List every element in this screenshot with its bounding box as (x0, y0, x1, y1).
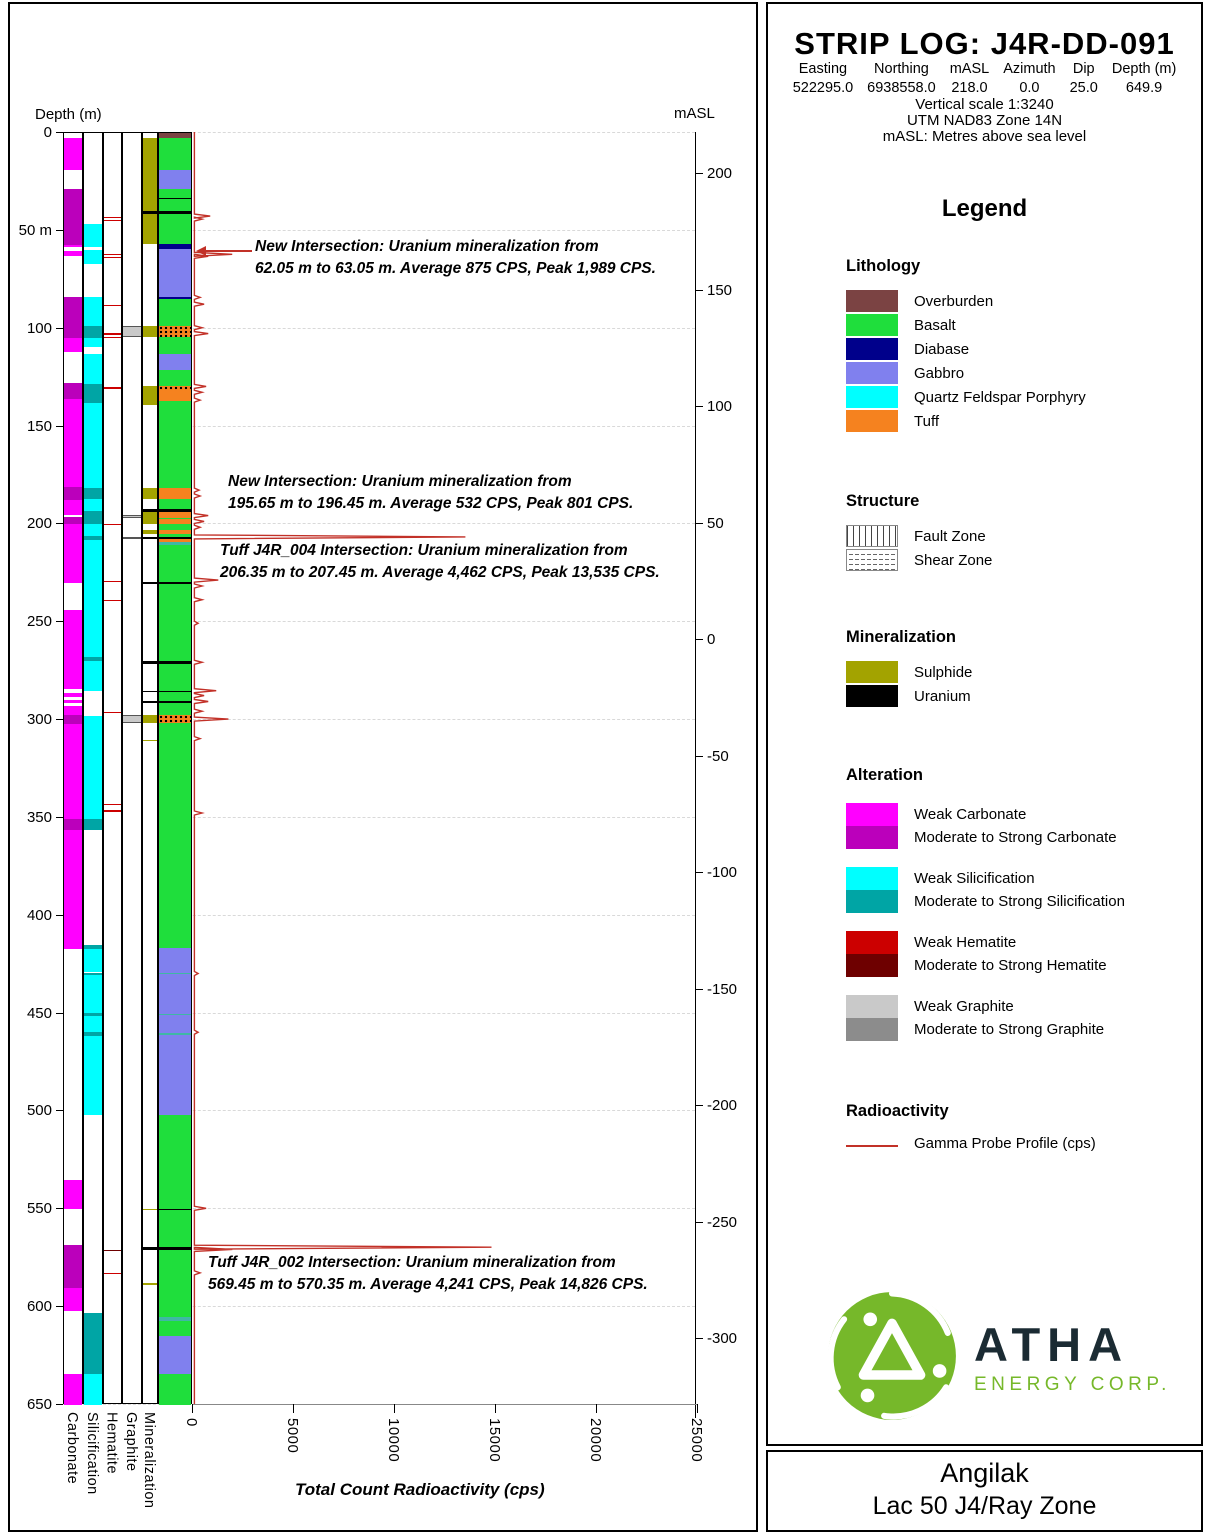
masl-note: mASL: Metres above sea level (882, 128, 1087, 145)
lithology-legend-label: Diabase (914, 340, 970, 358)
lithology-legend-item (846, 362, 1186, 384)
depth-tick-label: 650 (26, 1395, 52, 1413)
silicification-interval-strong (84, 1313, 102, 1374)
track-label-mineralization: Mineralization (141, 1411, 157, 1509)
lithology-interval-tuff (159, 390, 191, 401)
structure-legend-item (846, 549, 1186, 571)
lithology-interval-tuff (159, 488, 191, 499)
mineralization-interval-sulphide (143, 386, 157, 405)
lithology-interval-basalt (159, 664, 191, 691)
gabbro-swatch (846, 362, 898, 384)
carbonate-interval-weak (64, 399, 82, 487)
lithology-heading: Lithology (846, 257, 921, 275)
lithology-legend-label: Quartz Feldspar Porphyry (914, 388, 1086, 406)
depth-tick (56, 523, 63, 524)
depth-tick-label: 500 (26, 1102, 52, 1120)
silicification-interval-weak (84, 338, 102, 347)
depth-tick (56, 328, 63, 329)
gamma-tick (697, 1404, 698, 1413)
lithology-interval-gabbro (159, 170, 191, 189)
lithology-interval-basalt (159, 703, 191, 715)
structure-legend-item (846, 525, 1186, 547)
silicification-interval-strong (84, 511, 102, 525)
lithology-interval-basalt (159, 199, 191, 211)
carbonate-interval-strong (64, 487, 82, 500)
carbonate-interval-weak (64, 610, 82, 688)
gamma-tick (192, 1404, 193, 1413)
masl-tick-label: 50 (707, 514, 724, 532)
track-mineralization (142, 132, 158, 1404)
legend-panel-content (766, 2, 1203, 1446)
depth-tick-label: 50 m (18, 221, 52, 239)
masl-tick-label: 150 (707, 281, 733, 299)
gamma-tick (596, 1404, 597, 1413)
masl-tick-label: -250 (707, 1213, 738, 1231)
lithology-legend-label: Tuff (914, 412, 940, 430)
gamma-tick (394, 1404, 395, 1413)
gamma-tick (495, 1404, 496, 1413)
lithology-legend-item (846, 338, 1186, 360)
mineralization-interval-sulphide (143, 530, 157, 534)
mineralization-interval-sulphide (143, 1283, 157, 1285)
lithology-legend-label: Gabbro (914, 364, 965, 382)
shear-zone-swatch (846, 549, 898, 571)
silicification-interval-weak (84, 524, 102, 536)
silicification-interval-weak (84, 354, 102, 384)
tuff-swatch (846, 410, 898, 432)
depth-tick-label: 600 (26, 1298, 52, 1316)
alteration-swatch (846, 995, 898, 1041)
annotation-arrow-line (205, 250, 252, 252)
hematite-interval-weak (104, 1273, 121, 1274)
depth-tick-label: 450 (26, 1004, 52, 1022)
track-lithology (158, 132, 192, 1404)
carbonate-interval-weak (64, 524, 82, 583)
carbonate-interval-weak (64, 830, 82, 949)
mineralization-legend-label: Uranium (914, 687, 971, 705)
alteration-labels: Weak Graphite Moderate to Strong Graphite (914, 998, 1105, 1038)
mineralization-section (846, 628, 1186, 709)
alteration-heading: Alteration (846, 766, 924, 784)
lithology-interval-gabbro (159, 1015, 191, 1033)
utm-note: UTM NAD83 Zone 14N (906, 112, 1063, 129)
depth-tick-label: 350 (26, 808, 52, 826)
annotation-arrow-head (196, 246, 206, 256)
lithology-interval-basalt (159, 299, 191, 326)
atha-logo-brand: ATHA (974, 1318, 1130, 1371)
hematite-interval-weak (104, 600, 121, 601)
graphite-interval-weak (123, 326, 141, 338)
atha-logo-subtitle: ENERGY CORP. (974, 1374, 1171, 1395)
radioactivity-heading: Radioactivity (846, 1102, 949, 1120)
depth-tick (56, 1208, 63, 1209)
silicification-interval-weak (84, 975, 102, 1012)
silicification-interval-weak (84, 1036, 102, 1115)
carbonate-interval-weak (64, 724, 82, 819)
mineralization-legend-item (846, 661, 1186, 683)
silicification-interval-strong (84, 326, 102, 339)
lithology-legend-item (846, 410, 1186, 432)
mineralization-legend-label: Sulphide (914, 663, 973, 681)
meta-col-easting: Easting 522295.0 (792, 61, 854, 97)
masl-axis-title: mASL (674, 105, 715, 122)
mineralization-interval-sulphide (143, 214, 157, 243)
track-label-carbonate: Carbonate (64, 1411, 80, 1485)
depth-tick-label: 150 (26, 417, 52, 435)
depth-tick-label: 0 (43, 124, 52, 141)
structure-legend-label: Fault Zone (914, 527, 986, 545)
meta-col-northing: Northing 6938558.0 (867, 61, 936, 97)
silicification-interval-weak (84, 1016, 102, 1033)
track-hematite (103, 132, 122, 1404)
gamma-tick-label: 20000 (587, 1417, 604, 1463)
carbonate-interval-strong (64, 517, 82, 525)
track-graphite (122, 132, 142, 1404)
silicification-interval-weak (84, 403, 102, 488)
masl-tick-label: 0 (707, 631, 716, 648)
project-name: Angilak (940, 1458, 1029, 1488)
alteration-swatch (846, 867, 898, 913)
gamma-axis-line (192, 1404, 698, 1405)
intersection-annotation-3: Tuff J4R_004 Intersection: Uranium mineralization from 206.35 m to 207.45 m. Average 4,462 CPS, Peak 13,535 CPS. (220, 542, 660, 582)
hematite-interval-weak (104, 337, 121, 338)
mineralization-legend-item (846, 685, 1186, 707)
lithology-interval-tuff_u (159, 715, 191, 723)
silicification-interval-weak (84, 499, 102, 511)
mineralization-interval-sulphide (143, 715, 157, 723)
structure-section (846, 492, 1186, 573)
graphite-interval-weak (123, 537, 141, 539)
lithology-interval-basalt (159, 1374, 191, 1405)
alteration-group (846, 867, 1186, 913)
uranium-swatch (846, 685, 898, 707)
carbonate-interval-weak (64, 693, 82, 697)
depth-tick (56, 230, 63, 231)
gamma-tick-label: 25000 (688, 1417, 705, 1463)
carbonate-interval-strong (64, 383, 82, 399)
depth-tick (56, 1110, 63, 1111)
masl-tick-label: 100 (707, 398, 733, 415)
track-label-hematite: Hematite (103, 1411, 120, 1475)
alteration-swatch (846, 931, 898, 977)
hematite-interval-weak (104, 305, 121, 306)
radioactivity-section (846, 1102, 1186, 1154)
masl-tick-label: -150 (707, 980, 738, 998)
lithology-interval-basalt (159, 189, 191, 198)
structure-heading: Structure (846, 492, 920, 510)
lithology-interval-basalt (159, 1250, 191, 1317)
intersection-annotation-1: New Intersection: Uranium mineralization from 62.05 m to 63.05 m. Average 875 CPS, Peak 1,989 CPS. (255, 238, 656, 278)
depth-tick (56, 1306, 63, 1307)
gamma-tick-label: 0 (183, 1417, 200, 1427)
lithology-interval-gabbro (159, 1035, 191, 1115)
depth-tick-label: 100 (26, 319, 52, 337)
hematite-interval-weak (104, 387, 121, 388)
mineralization-interval-sulphide (143, 488, 157, 499)
gamma-tick (293, 1404, 294, 1413)
alteration-group (846, 931, 1186, 977)
depth-tick-label: 250 (26, 613, 52, 631)
quartz-feldspar-porphyry-swatch (846, 386, 898, 408)
alteration-labels: Weak Carbonate Moderate to Strong Carbonate (914, 806, 1117, 846)
hematite-interval-strong (104, 1250, 121, 1252)
graphite-interval-weak (123, 515, 141, 518)
lithology-interval-basalt (159, 545, 191, 582)
masl-tick-label: -200 (707, 1097, 738, 1114)
depth-axis-title: Depth (m) (35, 106, 102, 123)
carbonate-interval-weak (64, 500, 82, 515)
silicification-interval-strong (84, 384, 102, 403)
basalt-swatch (846, 314, 898, 336)
hematite-interval-weak (104, 581, 121, 582)
lithology-interval-basalt (159, 1321, 191, 1337)
depth-tick-label: 200 (26, 515, 52, 533)
mineralization-interval-uranium (143, 582, 157, 584)
carbonate-interval-weak (64, 700, 82, 704)
lithology-interval-gabbro (159, 1336, 191, 1373)
mineralization-interval-sulphide (143, 138, 157, 211)
mineralization-interval-uranium (143, 661, 157, 663)
lithology-interval-gabbro (159, 948, 191, 972)
lithology-section (846, 257, 1186, 434)
meta-col-depth-m-: Depth (m) 649.9 (1111, 61, 1177, 97)
gamma-tick-label: 10000 (385, 1417, 402, 1463)
gamma-line-swatch (846, 1145, 898, 1147)
gamma-line-label: Gamma Probe Profile (cps) (914, 1135, 1096, 1152)
depth-tick (56, 915, 63, 916)
hematite-interval-weak (104, 524, 121, 525)
depth-tick-label: 300 (26, 711, 52, 729)
lithology-legend-label: Overburden (914, 292, 994, 310)
lithology-interval-basalt (159, 499, 191, 509)
silicification-interval-weak (84, 250, 102, 264)
silicification-interval-weak (84, 949, 102, 972)
page-title: STRIP LOG: J4R-DD-091 (794, 26, 1175, 61)
depth-tick (56, 719, 63, 720)
carbonate-interval-strong (64, 715, 82, 724)
hematite-interval-weak (104, 217, 121, 218)
masl-tick-label: 200 (707, 165, 733, 182)
carbonate-interval-weak (64, 138, 82, 170)
lithology-interval-basalt (159, 370, 191, 387)
carbonate-interval-weak (64, 245, 82, 248)
mineralization-interval-sulphide (143, 512, 157, 525)
gamma-tick-label: 5000 (284, 1417, 301, 1454)
hematite-interval-weak (104, 257, 121, 258)
structure-legend-label: Shear Zone (914, 551, 993, 569)
lithology-interval-basalt (159, 1210, 191, 1247)
depth-tick-label: 400 (26, 906, 52, 924)
carbonate-interval-strong (64, 189, 82, 245)
mineralization-heading: Mineralization (846, 628, 957, 646)
track-silicification (83, 132, 103, 1404)
zone-name: Lac 50 J4/Ray Zone (872, 1492, 1097, 1520)
carbonate-interval-strong (64, 819, 82, 830)
mineralization-interval-sulphide (143, 1209, 157, 1211)
carbonate-interval-strong (64, 1245, 82, 1288)
track-label-silicification: Silicification (84, 1411, 100, 1495)
depth-tick-label: 550 (26, 1200, 52, 1218)
overburden-swatch (846, 290, 898, 312)
hematite-interval-weak (104, 254, 121, 255)
hematite-interval-weak (104, 220, 121, 221)
alteration-swatch (846, 803, 898, 849)
masl-tick-label: -100 (707, 864, 738, 881)
mineralization-interval-uranium (143, 691, 157, 693)
gamma-tick-label: 15000 (486, 1417, 503, 1463)
diabase-swatch (846, 338, 898, 360)
lithology-interval-basalt (159, 723, 191, 948)
silicification-interval-weak (84, 297, 102, 325)
hematite-interval-weak (104, 810, 121, 811)
masl-tick-label: -300 (707, 1330, 738, 1347)
depth-tick (56, 817, 63, 818)
carbonate-interval-weak (64, 1180, 82, 1209)
carbonate-interval-weak (64, 706, 82, 715)
lithology-legend-label: Basalt (914, 316, 956, 334)
alteration-group (846, 803, 1186, 849)
depth-tick (56, 132, 63, 133)
carbonate-interval-weak (64, 1374, 82, 1405)
silicification-interval-weak (84, 716, 102, 819)
mineralization-interval-uranium (143, 1247, 157, 1250)
alteration-labels: Weak Silicification Moderate to Strong Silicification (914, 870, 1125, 910)
lithology-legend-item (846, 290, 1186, 312)
hematite-interval-weak (104, 712, 121, 713)
mineralization-interval-sulphide (143, 326, 157, 338)
lithology-legend-item (846, 314, 1186, 336)
hematite-interval-weak (104, 333, 121, 334)
carbonate-interval-weak (64, 251, 82, 256)
mineralization-interval-sulphide (143, 740, 157, 742)
silicification-interval-strong (84, 488, 102, 499)
lithology-interval-gabbro (159, 974, 191, 1013)
lithology-interval-basalt (159, 1115, 191, 1209)
legend-heading: Legend (941, 195, 1028, 222)
track-carbonate (63, 132, 83, 1404)
meta-col-dip: Dip 25.0 (1069, 61, 1098, 97)
meta-col-masl: mASL 218.0 (949, 61, 990, 97)
mineralization-interval-uranium (143, 701, 157, 703)
lithology-interval-basalt (159, 214, 191, 243)
depth-tick (56, 1013, 63, 1014)
lithology-interval-basalt (159, 401, 191, 488)
alteration-labels: Weak Hematite Moderate to Strong Hematite (914, 934, 1107, 974)
meta-col-azimuth: Azimuth 0.0 (1003, 61, 1056, 97)
fault-zone-swatch (846, 525, 898, 547)
lithology-interval-tuff_u (159, 326, 191, 338)
carbonate-interval-strong (64, 297, 82, 338)
lithology-legend-item (846, 386, 1186, 408)
hematite-interval-weak (104, 804, 121, 805)
atha-logo (824, 1288, 1171, 1429)
alteration-group (846, 995, 1186, 1041)
intersection-annotation-4: Tuff J4R_002 Intersection: Uranium mineralization from 569.45 m to 570.35 m. Average 4,241 CPS, Peak 14,826 CPS. (208, 1254, 648, 1294)
carbonate-interval-weak (64, 338, 82, 352)
sulphide-swatch (846, 661, 898, 683)
lithology-interval-basalt (159, 584, 191, 661)
lithology-interval-basalt (159, 337, 191, 354)
depth-tick (56, 1404, 63, 1405)
gamma-axis-title: Total Count Radioactivity (cps) (295, 1480, 545, 1499)
depth-tick (56, 621, 63, 622)
gamma-profile-curve (192, 132, 697, 1404)
lithology-interval-gabbro (159, 249, 191, 297)
intersection-annotation-2: New Intersection: Uranium mineralization from 195.65 m to 196.45 m. Average 532 CPS, Peak 801 CPS. (228, 473, 634, 513)
mineralization-interval-uranium (143, 537, 157, 539)
graphite-interval-weak (123, 715, 141, 723)
masl-tick-label: -50 (707, 747, 729, 765)
alteration-section (846, 766, 1186, 1059)
carbonate-interval-weak (64, 1288, 82, 1311)
silicification-interval-weak (84, 540, 102, 657)
hole-meta (766, 60, 1203, 97)
depth-tick (56, 426, 63, 427)
lithology-interval-gabbro (159, 354, 191, 370)
silicification-interval-weak (84, 661, 102, 690)
lithology-interval-basalt (159, 692, 191, 701)
scale-note: Vertical scale 1:3240 (915, 96, 1054, 113)
silicification-interval-weak (84, 224, 102, 247)
silicification-interval-strong (84, 819, 102, 830)
silicification-interval-weak (84, 1374, 102, 1405)
atha-logo-icon (824, 1288, 960, 1429)
lithology-interval-basalt (159, 138, 191, 170)
track-label-graphite: Graphite (123, 1411, 139, 1472)
